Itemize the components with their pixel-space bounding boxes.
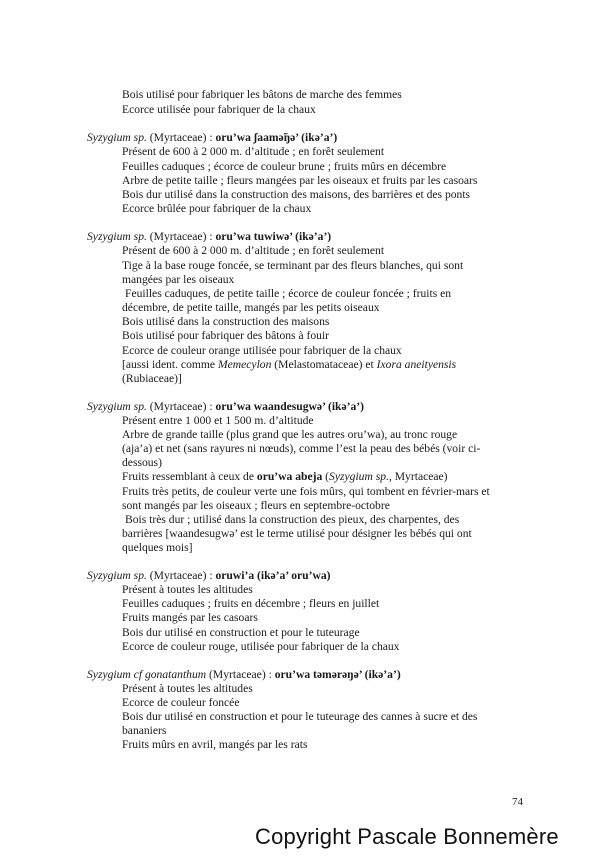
entry-2-line-2: Tige à la base rouge foncée, se terminant par des fleurs blanches, qui sont <box>122 259 464 272</box>
entry-3-line-5 <box>122 470 448 484</box>
text-run: Fruits ressemblant à ceux de <box>122 470 257 483</box>
entry-5-line-5: Fruits mûrs en avril, mangés par les rats <box>122 738 308 751</box>
entry-1-line-4: Bois dur utilisé dans la construction des maisons, des barrières et des ponts <box>122 188 471 201</box>
entry-2-line-4: Feuilles caduques, de petite taille ; écorce de couleur foncée ; fruits en <box>125 287 452 300</box>
family-name: (Myrtaceae) : <box>146 569 216 582</box>
family-name: (Myrtaceae) : <box>206 668 275 681</box>
entry-2-line-7: Bois utilisé pour fabriquer des bâtons à fouir <box>122 329 330 342</box>
text-run-italic: Ixora aneityensis <box>376 358 457 371</box>
entry-2-line-6: Bois utilisé dans la construction des maisons <box>122 315 330 328</box>
entry-heading-3 <box>87 400 364 414</box>
text-run-italic: Syzygium sp. <box>329 470 389 483</box>
entry-1-line-5: Ecorce brûlée pour fabriquer de la chaux <box>122 202 312 215</box>
entry-1-line-3: Arbre de petite taille ; fleurs mangées par les oiseaux et fruits par les casoars <box>122 174 478 187</box>
entry-3-line-10: quelques mois] <box>122 541 193 554</box>
entry-heading-2 <box>87 230 331 244</box>
entry-4-line-5: Ecorce de couleur rouge, utilisée pour fabriquer de la chaux <box>122 640 400 653</box>
scientific-name: Syzygium cf gonatanthum <box>87 668 207 681</box>
text-run-italic: Memecylon <box>217 358 272 371</box>
entry-4-line-1: Présent à toutes les altitudes <box>122 583 253 596</box>
entry-3-line-3: (aja’a) et net (sans rayures ni nœuds), comme l’est la peau des bébés (voir ci- <box>122 442 481 455</box>
text-run: [aussi ident. comme <box>122 358 218 371</box>
text-run-bold: oru’wa abeja <box>256 470 323 483</box>
scientific-name: Syzygium sp. <box>87 400 147 413</box>
vernacular-name: oruwi’a (ikə’a’ oru’wa) <box>215 569 331 582</box>
entry-4-line-4: Bois dur utilisé en construction et pour le tuteurage <box>122 626 360 639</box>
entry-1-line-1: Présent de 600 à 2 000 m. d’altitude ; en forêt seulement <box>122 145 385 158</box>
entry-heading-4 <box>87 569 331 583</box>
entry-3-line-9: barrières [waandesugwə’ est le terme utilisé pour désigner les bébés qui ont <box>122 527 472 540</box>
entry-2-line-9 <box>122 358 456 372</box>
entry-4-line-2: Feuilles caduques ; fruits en décembre ; fleurs en juillet <box>122 597 380 610</box>
entry-4-line-3: Fruits mangés par les casoars <box>122 611 258 624</box>
entry-5-line-1: Présent à toutes les altitudes <box>122 682 253 695</box>
entry-2-line-3: mangées par les oiseaux <box>122 273 235 286</box>
vernacular-name: oru’wa təmərəŋə’ (ikə’a’) <box>274 668 401 681</box>
entry-5-line-3: Bois dur utilisé en construction et pour le tuteurage des cannes à sucre et des <box>122 710 478 723</box>
vernacular-name: oru’wa waandesugwə’ (ikə’a’) <box>215 400 365 413</box>
page-number: 74 <box>512 796 523 808</box>
entry-heading-5 <box>87 668 401 682</box>
text-run: , Myrtaceae) <box>388 470 448 483</box>
entry-2-line-5: décembre, de petite taille, mangés par les petits oiseaux <box>122 301 380 314</box>
entry-1-line-2: Feuilles caduques ; écorce de couleur brune ; fruits mûrs en décembre <box>122 160 447 173</box>
entry-3-line-1: Présent entre 1 000 et 1 500 m. d’altitude <box>122 414 314 427</box>
entry-2-line-8: Ecorce de couleur orange utilisée pour fabriquer de la chaux <box>122 344 402 357</box>
family-name: (Myrtaceae) : <box>146 230 216 243</box>
entry-2-line-1: Présent de 600 à 2 000 m. d’altitude ; en forêt seulement <box>122 244 385 257</box>
scientific-name: Syzygium sp. <box>87 131 147 144</box>
text-run: (Melastomataceae) et <box>271 358 377 371</box>
vernacular-name: oru’wa tuwiwə’ (ikə’a’) <box>215 230 332 243</box>
entry-3-line-6: Fruits très petits, de couleur verte une fois mûrs, qui tombent en février-mars et <box>122 485 490 498</box>
family-name: (Myrtaceae) : <box>146 131 216 144</box>
copyright-watermark: Copyright Pascale Bonnemère <box>255 824 559 849</box>
scientific-name: Syzygium sp. <box>87 230 147 243</box>
entry-3-line-2: Arbre de grande taille (plus grand que les autres oru’wa), au tronc rouge <box>122 428 458 441</box>
entry-3-line-8: Bois très dur ; utilisé dans la construction des pieux, des charpentes, des <box>125 513 460 526</box>
entry-heading-1 <box>87 131 337 145</box>
entry-2-line-10: (Rubiaceae)] <box>122 372 182 385</box>
continued-line-2: Ecorce utilisée pour fabriquer de la chaux <box>122 103 316 116</box>
text-run: ( <box>322 470 330 483</box>
continued-line-1: Bois utilisé pour fabriquer les bâtons de marche des femmes <box>122 88 402 101</box>
scientific-name: Syzygium sp. <box>87 569 147 582</box>
family-name: (Myrtaceae) : <box>146 400 216 413</box>
vernacular-name: oru’wa ʃaamə̃ŋə’ (ikə’a’) <box>215 131 338 144</box>
entry-3-line-7: sont mangés par les oiseaux ; fleurs en septembre-octobre <box>122 499 390 512</box>
entry-3-line-4: dessous) <box>122 456 162 469</box>
entry-5-line-2: Ecorce de couleur foncée <box>122 696 240 709</box>
entry-5-line-4: bananiers <box>122 724 167 737</box>
